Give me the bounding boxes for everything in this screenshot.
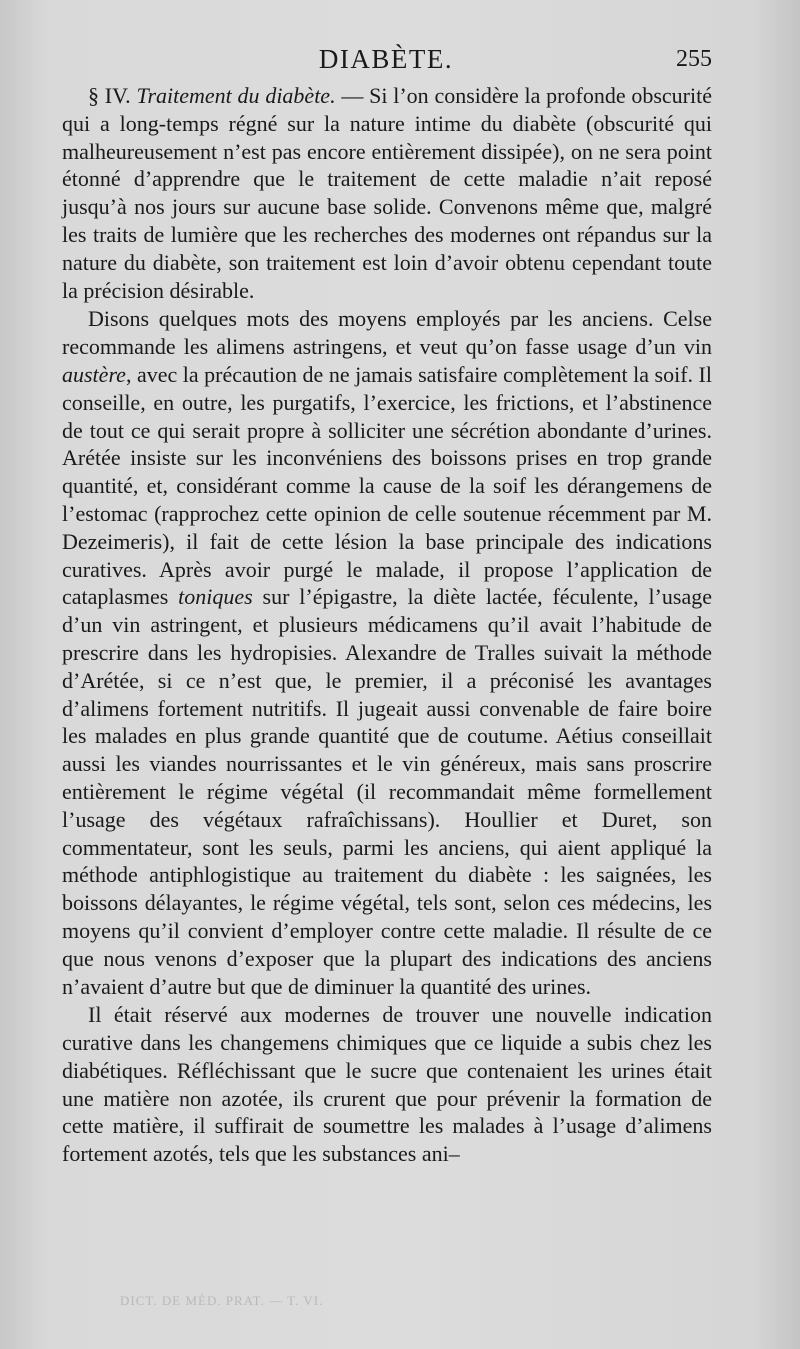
paragraph-anciens <box>62 305 712 1000</box>
section-title: Traitement du diabète. <box>136 83 336 108</box>
italic-term-toniques: toniques <box>178 584 253 610</box>
paragraph-text: — Si l’on considère la profonde obscurité qui a long-temps régné sur la nature intime du diabète (obscurité qui malheureusement n’est pas encore entièrement dissipée), on ne sera point étonné d’apprendre que le traitement de cette maladie n’ait reposé jusqu’à nos jours sur aucune base solide. Convenons même que, malgré les traits de lumière que les recherches des modernes ont répandus sur la nature du diabète, son traitement est loin d’avoir obtenu cependant toute la précision désirable. <box>62 83 713 303</box>
paragraph-modernes <box>62 1001 712 1168</box>
italic-term-austere: austère <box>62 361 126 387</box>
paragraph-text: Disons quelques mots des moyens employés par les anciens. Celse recommande les alimens astringens, et veut qu’on fasse usage d’un vin <box>62 306 712 360</box>
bleed-through-footer: DICT. DE MÉD. PRAT. — T. VI. <box>120 1293 324 1308</box>
paragraph-text: , avec la précaution de ne jamais satisfaire complètement la soif. Il conseille, en outre, les purgatifs, l’exercice, les frictions, et l’abstinence de tout ce qui serait propre à solliciter une sécrétion abondante d’urines. Arétée insiste sur les inconvéniens des boissons prises en trop grande quantité, et, considérant comme la cause de la soif les dérangemens de l’estomac (rapprochez cette opinion de celle soutenue récemment par M. Dezeimeris), il fait de cette lésion la base principale des indications curatives. Après avoir purgé le malade, il propose l’application de cataplasmes <box>62 361 712 610</box>
section-number: § IV. <box>88 83 137 108</box>
body-text <box>62 82 712 1168</box>
running-title: DIABÈTE. <box>318 44 454 74</box>
paragraph-text: Il était réservé aux modernes de trouver une nouvelle indication curative dans les changemens chimiques que ce liquide a subis chez les diabétiques. Réfléchissant que le sucre que contenaient les urines était une matière non azotée, ils crurent que pour prévenir la formation de cette matière, il suffirait de soumettre les malades à l’usage d’alimens fortement azotés, tels que les substances ani– <box>62 1002 712 1167</box>
page-number: 255 <box>676 46 712 72</box>
paragraph-text: sur l’épigastre, la diète lactée, féculente, l’usage d’un vin astringent, et plusieurs médicamens qu’il avait l’habitude de prescrire dans les hydropisies. Alexandre de Tralles suivait la méthode d’Arétée, si ce n’est que, le premier, il a préconisé les avantages d’alimens fortement nutritifs. Il jugeait aussi convenable de faire boire les malades en plus grande quantité que de coutume. Aétius conseillait aussi les viandes nourrissantes et le vin généreux, mais sans proscrire entièrement le régime végétal (il recommandait même formellement l’usage des végétaux rafraîchissans). Houllier et Duret, son commentateur, sont les seuls, parmi les anciens, qui aient appliqué la méthode antiphlogistique au traitement du diabète : les saignées, les boissons délayantes, le régime végétal, tels sont, selon ces médecins, les moyens qu’il convient d’employer contre cette maladie. Il résulte de ce que nous venons d’exposer que la plupart des indications des anciens n’avaient d’autre but que de diminuer la quantité des urines. <box>62 584 712 999</box>
paragraph-traitement <box>62 82 712 304</box>
page-header <box>60 44 712 78</box>
